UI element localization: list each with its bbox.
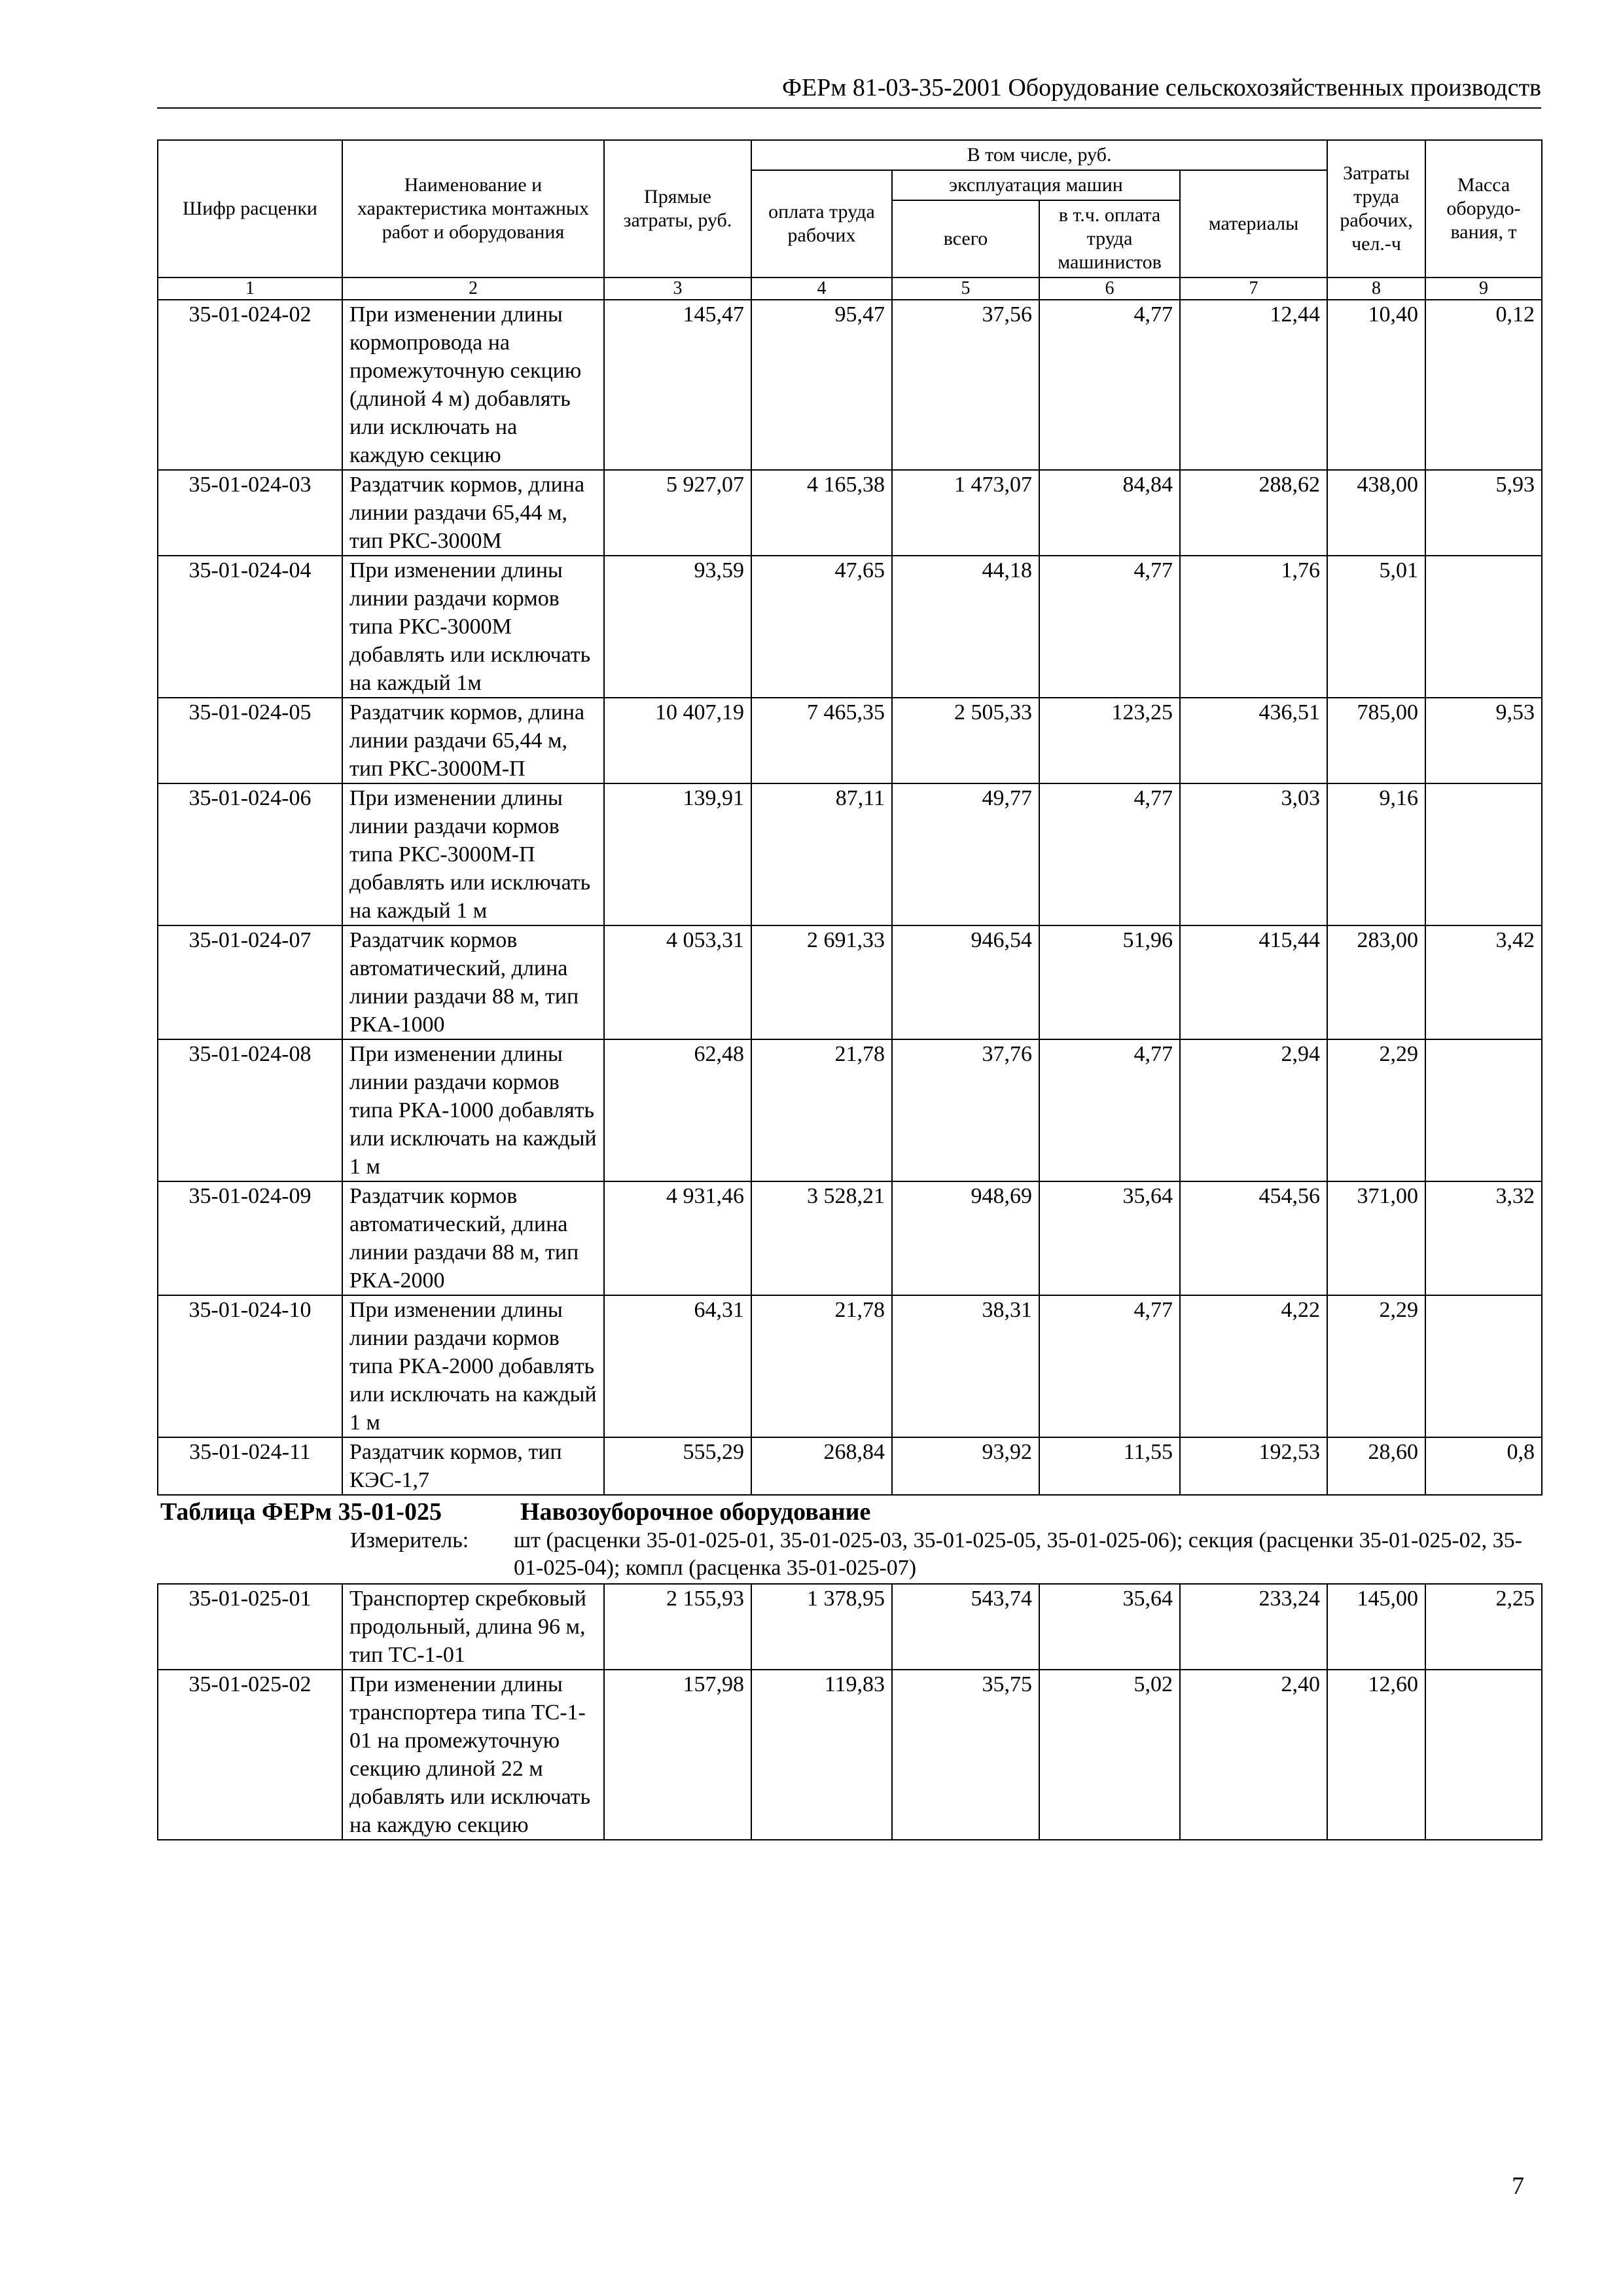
table-row [158,1670,1542,1840]
measure-text: шт (расценки 35-01-025-01, 35-01-025-03, 35-01-025-05, 35-01-025-06); секция (расценки 35-01-025-02, 35-01-025-04); компл (расценка 35-01-025-07) [514,1528,1523,1580]
row-labor: 283,00 [1327,925,1425,1039]
table-row [158,1437,1542,1495]
row-labor: 9,16 [1327,783,1425,925]
row-labor-pay: 4 165,38 [751,470,892,556]
row-mach-wage: 4,77 [1039,1039,1180,1181]
row-code: 35-01-025-01 [158,1584,342,1670]
row-mach-total: 37,56 [892,300,1039,470]
row-direct: 64,31 [604,1295,751,1437]
row-direct: 5 927,07 [604,470,751,556]
col-mass: Масса оборудо-вания, т [1425,140,1542,278]
row-materials: 2,40 [1180,1670,1327,1840]
section-measure [160,1527,1539,1582]
row-mach-wage: 4,77 [1039,783,1180,925]
row-direct: 4 053,31 [604,925,751,1039]
row-name: Раздатчик кормов автоматический, длина линии раздачи 88 м, тип РКА-2000 [342,1181,604,1295]
row-materials: 454,56 [1180,1181,1327,1295]
rows-body-2 [158,1584,1542,1840]
col-mach-wage: в т.ч. оплата труда машинистов [1039,200,1180,278]
row-direct: 555,29 [604,1437,751,1495]
row-mach-total: 2 505,33 [892,698,1039,783]
col-machines: эксплуатация машин [892,170,1180,200]
row-labor-pay: 7 465,35 [751,698,892,783]
row-code: 35-01-024-02 [158,300,342,470]
row-mach-total: 1 473,07 [892,470,1039,556]
row-materials: 192,53 [1180,1437,1327,1495]
row-labor-pay: 3 528,21 [751,1181,892,1295]
row-name: Раздатчик кормов, длина линии раздачи 65,44 м, тип РКС-3000М-П [342,698,604,783]
row-direct: 4 931,46 [604,1181,751,1295]
row-name: Транспортер скребковый продольный, длина 96 м, тип ТС-1-01 [342,1584,604,1670]
col-num: 8 [1327,278,1425,300]
row-name: Раздатчик кормов автоматический, длина линии раздачи 88 м, тип РКА-1000 [342,925,604,1039]
row-code: 35-01-024-07 [158,925,342,1039]
row-code: 35-01-025-02 [158,1670,342,1840]
section-title [160,1497,1539,1527]
row-code: 35-01-024-04 [158,556,342,698]
table-row [158,925,1542,1039]
col-materials: материалы [1180,170,1327,278]
col-incl: В том числе, руб. [751,140,1327,170]
row-materials: 288,62 [1180,470,1327,556]
col-mach-total: всего [892,200,1039,278]
col-num: 4 [751,278,892,300]
row-mach-total: 44,18 [892,556,1039,698]
row-labor-pay: 95,47 [751,300,892,470]
row-mass: 3,42 [1425,925,1542,1039]
row-mach-wage: 84,84 [1039,470,1180,556]
row-materials: 4,22 [1180,1295,1327,1437]
row-direct: 139,91 [604,783,751,925]
col-direct: Прямые затраты, руб. [604,140,751,278]
row-mach-total: 35,75 [892,1670,1039,1840]
rates-table [157,139,1543,1840]
row-name: Раздатчик кормов, тип КЭС-1,7 [342,1437,604,1495]
row-labor: 2,29 [1327,1295,1425,1437]
row-labor-pay: 2 691,33 [751,925,892,1039]
page-number: 7 [1512,2172,1524,2200]
row-mass [1425,1039,1542,1181]
table-row [158,1039,1542,1181]
row-labor-pay: 47,65 [751,556,892,698]
row-code: 35-01-024-05 [158,698,342,783]
col-num: 5 [892,278,1039,300]
row-materials: 2,94 [1180,1039,1327,1181]
row-mach-wage: 4,77 [1039,300,1180,470]
row-labor-pay: 119,83 [751,1670,892,1840]
table-row [158,1295,1542,1437]
row-labor-pay: 87,11 [751,783,892,925]
row-mach-wage: 5,02 [1039,1670,1180,1840]
table-row [158,300,1542,470]
col-code: Шифр расценки [158,140,342,278]
row-code: 35-01-024-09 [158,1181,342,1295]
col-num: 7 [1180,278,1327,300]
col-num: 6 [1039,278,1180,300]
row-direct: 2 155,93 [604,1584,751,1670]
row-labor: 438,00 [1327,470,1425,556]
row-materials: 3,03 [1180,783,1327,925]
row-labor: 2,29 [1327,1039,1425,1181]
row-direct: 93,59 [604,556,751,698]
row-mach-wage: 51,96 [1039,925,1180,1039]
row-mach-total: 543,74 [892,1584,1039,1670]
row-mach-total: 49,77 [892,783,1039,925]
row-labor-pay: 21,78 [751,1039,892,1181]
table-row [158,470,1542,556]
row-labor: 10,40 [1327,300,1425,470]
row-code: 35-01-024-10 [158,1295,342,1437]
row-code: 35-01-024-06 [158,783,342,925]
row-mass: 2,25 [1425,1584,1542,1670]
section-table-label: Таблица ФЕРм 35-01-025 [160,1498,442,1526]
row-mass: 0,12 [1425,300,1542,470]
row-name: При изменении длины линии раздачи кормов типа РКА-1000 добавлять или исключать на каждый 1 м [342,1039,604,1181]
col-name: Наименование и характеристика монтажных работ и оборудования [342,140,604,278]
row-mass: 5,93 [1425,470,1542,556]
row-code: 35-01-024-08 [158,1039,342,1181]
row-code: 35-01-024-03 [158,470,342,556]
table-row [158,1181,1542,1295]
row-labor: 145,00 [1327,1584,1425,1670]
table-row [158,783,1542,925]
row-mass [1425,1295,1542,1437]
row-materials: 415,44 [1180,925,1327,1039]
row-mach-wage: 11,55 [1039,1437,1180,1495]
row-materials: 436,51 [1180,698,1327,783]
row-mass: 3,32 [1425,1181,1542,1295]
row-mach-wage: 4,77 [1039,1295,1180,1437]
row-mass [1425,783,1542,925]
row-name: Раздатчик кормов, длина линии раздачи 65,44 м, тип РКС-3000М [342,470,604,556]
row-labor: 785,00 [1327,698,1425,783]
row-mach-wage: 123,25 [1039,698,1180,783]
row-name: При изменении длины линии раздачи кормов типа РКС-3000М добавлять или исключать на каждый 1м [342,556,604,698]
row-labor: 12,60 [1327,1670,1425,1840]
col-num: 2 [342,278,604,300]
section-table-title: Навозоуборочное оборудование [520,1498,871,1526]
table-row [158,698,1542,783]
row-labor-pay: 268,84 [751,1437,892,1495]
row-direct: 10 407,19 [604,698,751,783]
row-mass [1425,556,1542,698]
row-mach-total: 37,76 [892,1039,1039,1181]
row-mass [1425,1670,1542,1840]
table-row [158,556,1542,698]
row-mach-total: 38,31 [892,1295,1039,1437]
table-row [158,1584,1542,1670]
row-mass: 9,53 [1425,698,1542,783]
row-mach-wage: 35,64 [1039,1181,1180,1295]
row-labor: 5,01 [1327,556,1425,698]
row-mass: 0,8 [1425,1437,1542,1495]
col-num: 9 [1425,278,1542,300]
col-num: 3 [604,278,751,300]
row-code: 35-01-024-11 [158,1437,342,1495]
col-labor-pay: оплата труда рабочих [751,170,892,278]
row-labor: 28,60 [1327,1437,1425,1495]
row-direct: 145,47 [604,300,751,470]
row-mach-wage: 35,64 [1039,1584,1180,1670]
rows-body [158,300,1542,1495]
row-labor-pay: 1 378,95 [751,1584,892,1670]
section-header-row [158,1495,1542,1584]
row-name: При изменении длины линии раздачи кормов типа РКА-2000 добавлять или исключать на каждый 1 м [342,1295,604,1437]
row-materials: 233,24 [1180,1584,1327,1670]
header-rule [157,107,1541,109]
row-direct: 62,48 [604,1039,751,1181]
row-name: При изменении длины линии раздачи кормов типа РКС-3000М-П добавлять или исключать на каждый 1 м [342,783,604,925]
row-materials: 12,44 [1180,300,1327,470]
row-mach-total: 93,92 [892,1437,1039,1495]
column-numbers-row [158,278,1542,300]
col-labor: Затраты труда рабочих, чел.-ч [1327,140,1425,278]
row-mach-total: 946,54 [892,925,1039,1039]
row-materials: 1,76 [1180,556,1327,698]
row-direct: 157,98 [604,1670,751,1840]
row-labor: 371,00 [1327,1181,1425,1295]
row-name: При изменении длины кормопровода на промежуточную секцию (длиной 4 м) добавлять или исключать на каждую секцию [342,300,604,470]
row-mach-wage: 4,77 [1039,556,1180,698]
row-name: При изменении длины транспортера типа ТС-1-01 на промежуточную секцию длиной 22 м добавлять или исключать на каждую секцию [342,1670,604,1840]
col-num: 1 [158,278,342,300]
row-mach-total: 948,69 [892,1181,1039,1295]
measure-label: Измеритель: [350,1528,469,1552]
running-header: ФЕРм 81-03-35-2001 Оборудование сельскохозяйственных производств [781,74,1541,101]
row-labor-pay: 21,78 [751,1295,892,1437]
